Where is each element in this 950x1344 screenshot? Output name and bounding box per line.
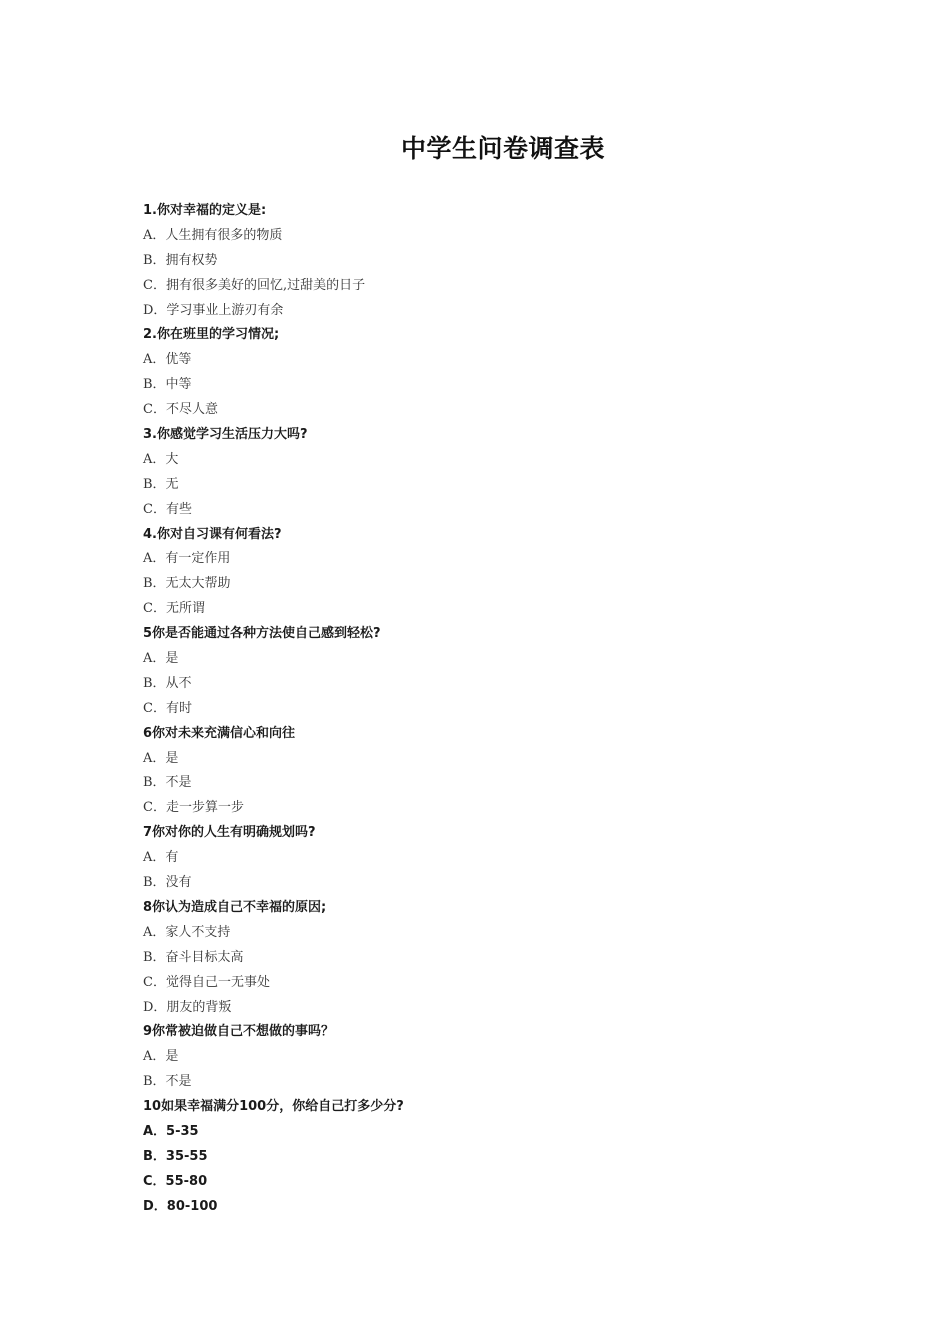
question-6-option-b: B．不是: [143, 775, 192, 791]
question-4-option-c: C．无所谓: [143, 601, 205, 617]
question-4-option-b: B．无太大帮助: [143, 576, 231, 592]
question-8-option-a: A．家人不支持: [143, 924, 231, 940]
question-7-option-a: A．有: [143, 850, 179, 866]
questionnaire-body: [143, 199, 843, 1220]
question-10-option-b: B．35-55: [143, 1148, 208, 1164]
question-10-option-c: C．55-80: [143, 1173, 208, 1189]
question-9: 9你常被迫做自己不想做的事吗？: [143, 1024, 335, 1040]
question-6-option-c: C．走一步算一步: [143, 800, 244, 816]
question-9-option-b: B．不是: [143, 1074, 192, 1090]
question-2-option-b: B．中等: [143, 377, 192, 393]
question-8-option-b: B．奋斗目标太高: [143, 949, 244, 965]
question-8-option-c: C．觉得自己一无事处: [143, 974, 270, 990]
question-5-option-b: B．从不: [143, 675, 192, 691]
question-5-option-c: C．有时: [143, 700, 192, 716]
question-8: 8你认为造成自己不幸福的原因;: [143, 899, 327, 915]
question-3-option-a: A．大: [143, 451, 179, 467]
question-1: 1.你对幸福的定义是:: [143, 203, 267, 218]
question-10: 10如果幸福满分100分，你给自己打多少分?: [143, 1099, 404, 1115]
question-10-option-a: A．5-35: [143, 1123, 199, 1139]
question-9-option-a: A．是: [143, 1049, 179, 1065]
question-2-option-a: A．优等: [143, 352, 192, 368]
question-8-option-d: D．朋友的背叛: [143, 999, 232, 1015]
question-7-option-b: B．没有: [143, 875, 192, 891]
question-4: 4.你对自习课有何看法?: [143, 526, 282, 542]
question-1-option-c: C．拥有很多美好的回忆,过甜美的日子: [143, 277, 366, 293]
question-6-option-a: A．是: [143, 750, 179, 766]
question-2-option-c: C．不尽人意: [143, 402, 218, 418]
question-1-option-d: D．学习事业上游刃有余: [143, 302, 284, 318]
question-5: 5你是否能通过各种方法使自己感到轻松?: [143, 626, 381, 642]
question-1-option-a: A．人生拥有很多的物质: [143, 227, 283, 243]
question-3-option-c: C．有些: [143, 501, 192, 517]
question-3: 3.你感觉学习生活压力大吗?: [143, 427, 308, 443]
question-7: 7你对你的人生有明确规划吗?: [143, 825, 316, 841]
question-1-option-b: B．拥有权势: [143, 252, 218, 268]
question-2: 2.你在班里的学习情况;: [143, 327, 280, 343]
question-5-option-a: A．是: [143, 651, 179, 667]
question-3-option-b: B．无: [143, 476, 179, 492]
question-4-option-a: A．有一定作用: [143, 551, 231, 567]
question-6: 6你对未来充满信心和向往: [143, 725, 296, 741]
document-title: 中学生问卷调查表: [400, 134, 605, 163]
question-10-option-d: D．80-100: [143, 1198, 218, 1214]
